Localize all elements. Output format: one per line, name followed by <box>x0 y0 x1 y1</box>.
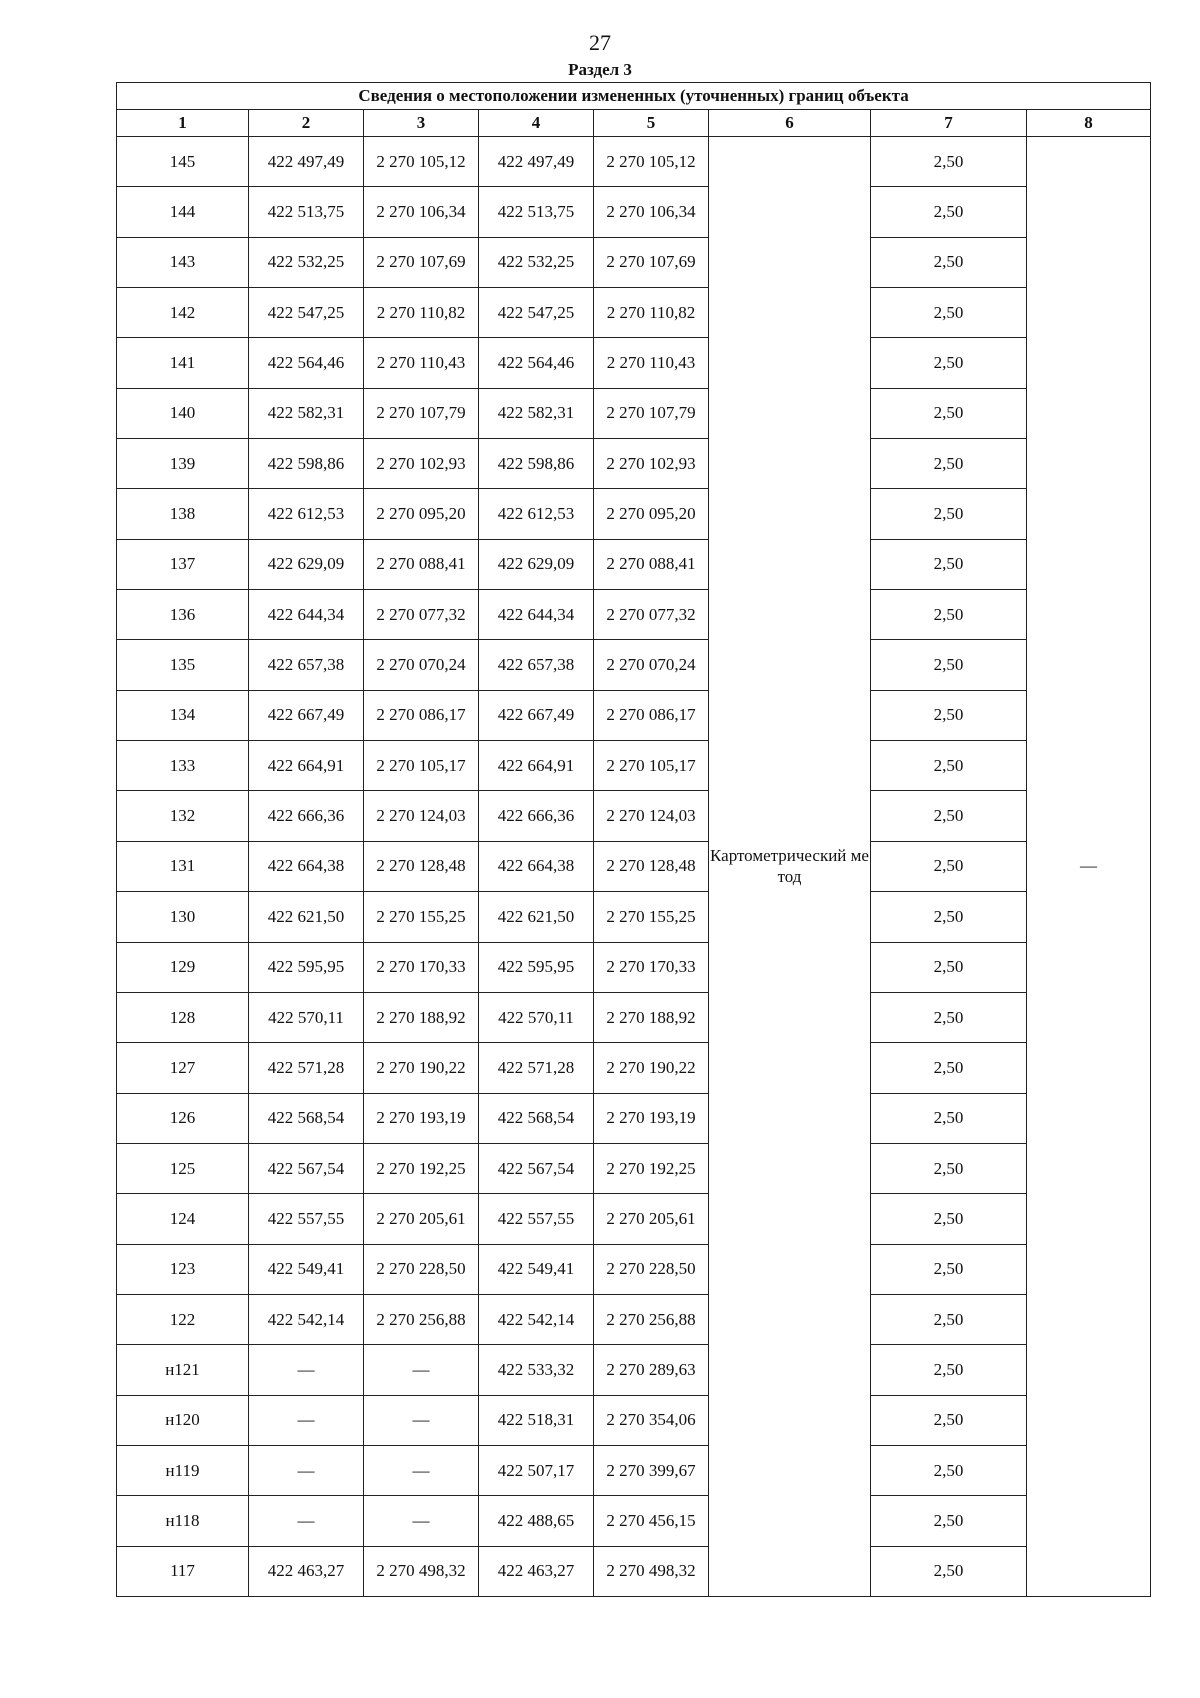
old-x-cell: — <box>249 1345 364 1395</box>
table-row <box>117 741 1151 791</box>
precision-cell: 2,50 <box>871 489 1027 539</box>
table-row <box>117 187 1151 237</box>
new-y-cell: 2 270 205,61 <box>594 1194 709 1244</box>
old-y-cell: — <box>364 1395 479 1445</box>
old-x-cell: 422 463,27 <box>249 1546 364 1596</box>
old-y-cell: 2 270 188,92 <box>364 992 479 1042</box>
precision-cell: 2,50 <box>871 288 1027 338</box>
column-number: 1 <box>117 110 249 137</box>
column-number: 7 <box>871 110 1027 137</box>
new-y-cell: 2 270 105,12 <box>594 137 709 187</box>
point-id-cell: 123 <box>117 1244 249 1294</box>
point-id-cell: н119 <box>117 1445 249 1495</box>
old-y-cell: 2 270 193,19 <box>364 1093 479 1143</box>
old-x-cell: — <box>249 1445 364 1495</box>
boundary-coordinates-table <box>116 82 1151 1597</box>
table-row <box>117 892 1151 942</box>
old-y-cell: 2 270 088,41 <box>364 539 479 589</box>
old-y-cell: 2 270 110,82 <box>364 288 479 338</box>
new-x-cell: 422 549,41 <box>479 1244 594 1294</box>
new-y-cell: 2 270 456,15 <box>594 1496 709 1546</box>
new-y-cell: 2 270 070,24 <box>594 640 709 690</box>
new-y-cell: 2 270 106,34 <box>594 187 709 237</box>
method-cell: Картометрический метод <box>709 137 871 1597</box>
table-row <box>117 1445 1151 1495</box>
table-row <box>117 489 1151 539</box>
new-x-cell: 422 570,11 <box>479 992 594 1042</box>
new-y-cell: 2 270 399,67 <box>594 1445 709 1495</box>
new-x-cell: 422 547,25 <box>479 288 594 338</box>
new-x-cell: 422 621,50 <box>479 892 594 942</box>
old-x-cell: — <box>249 1395 364 1445</box>
table-row <box>117 1143 1151 1193</box>
point-id-cell: 128 <box>117 992 249 1042</box>
old-x-cell: 422 657,38 <box>249 640 364 690</box>
table-row <box>117 590 1151 640</box>
precision-cell: 2,50 <box>871 741 1027 791</box>
point-id-cell: 130 <box>117 892 249 942</box>
section-title: Раздел 3 <box>568 60 632 79</box>
new-x-cell: 422 463,27 <box>479 1546 594 1596</box>
precision-cell: 2,50 <box>871 892 1027 942</box>
table-row <box>117 1294 1151 1344</box>
table-row <box>117 992 1151 1042</box>
old-x-cell: 422 664,91 <box>249 741 364 791</box>
new-x-cell: 422 518,31 <box>479 1395 594 1445</box>
new-y-cell: 2 270 105,17 <box>594 741 709 791</box>
new-y-cell: 2 270 110,43 <box>594 338 709 388</box>
point-id-cell: 142 <box>117 288 249 338</box>
point-id-cell: 135 <box>117 640 249 690</box>
table-row <box>117 288 1151 338</box>
new-y-cell: 2 270 107,79 <box>594 388 709 438</box>
table-row <box>117 1244 1151 1294</box>
old-y-cell: — <box>364 1445 479 1495</box>
precision-cell: 2,50 <box>871 187 1027 237</box>
new-y-cell: 2 270 228,50 <box>594 1244 709 1294</box>
new-y-cell: 2 270 077,32 <box>594 590 709 640</box>
point-id-cell: 131 <box>117 841 249 891</box>
old-y-cell: 2 270 102,93 <box>364 439 479 489</box>
old-x-cell: 422 644,34 <box>249 590 364 640</box>
new-y-cell: 2 270 256,88 <box>594 1294 709 1344</box>
table-row <box>117 1043 1151 1093</box>
precision-cell: 2,50 <box>871 1546 1027 1596</box>
table-row <box>117 1395 1151 1445</box>
precision-cell: 2,50 <box>871 338 1027 388</box>
column-number: 3 <box>364 110 479 137</box>
table-row <box>117 338 1151 388</box>
new-y-cell: 2 270 289,63 <box>594 1345 709 1395</box>
old-x-cell: 422 582,31 <box>249 388 364 438</box>
old-x-cell: 422 598,86 <box>249 439 364 489</box>
new-y-cell: 2 270 086,17 <box>594 690 709 740</box>
column-number: 6 <box>709 110 871 137</box>
old-y-cell: 2 270 095,20 <box>364 489 479 539</box>
table-row <box>117 1546 1151 1596</box>
table-row <box>117 1496 1151 1546</box>
old-x-cell: 422 621,50 <box>249 892 364 942</box>
old-y-cell: 2 270 228,50 <box>364 1244 479 1294</box>
precision-cell: 2,50 <box>871 841 1027 891</box>
column-number: 4 <box>479 110 594 137</box>
old-x-cell: 422 532,25 <box>249 237 364 287</box>
old-y-cell: 2 270 086,17 <box>364 690 479 740</box>
precision-cell: 2,50 <box>871 1345 1027 1395</box>
point-id-cell: 141 <box>117 338 249 388</box>
point-id-cell: 134 <box>117 690 249 740</box>
table-row <box>117 791 1151 841</box>
new-y-cell: 2 270 107,69 <box>594 237 709 287</box>
old-y-cell: — <box>364 1496 479 1546</box>
table-row <box>117 1194 1151 1244</box>
new-x-cell: 422 571,28 <box>479 1043 594 1093</box>
point-id-cell: н120 <box>117 1395 249 1445</box>
old-x-cell: 422 570,11 <box>249 992 364 1042</box>
table-title: Сведения о местоположении измененных (уточненных) границ объекта <box>117 83 1151 110</box>
new-x-cell: 422 557,55 <box>479 1194 594 1244</box>
precision-cell: 2,50 <box>871 1496 1027 1546</box>
new-x-cell: 422 542,14 <box>479 1294 594 1344</box>
point-id-cell: 144 <box>117 187 249 237</box>
new-y-cell: 2 270 088,41 <box>594 539 709 589</box>
old-y-cell: 2 270 155,25 <box>364 892 479 942</box>
old-y-cell: — <box>364 1345 479 1395</box>
old-x-cell: 422 667,49 <box>249 690 364 740</box>
precision-cell: 2,50 <box>871 388 1027 438</box>
column-number: 8 <box>1027 110 1151 137</box>
new-x-cell: 422 564,46 <box>479 338 594 388</box>
new-y-cell: 2 270 128,48 <box>594 841 709 891</box>
new-x-cell: 422 644,34 <box>479 590 594 640</box>
point-id-cell: 143 <box>117 237 249 287</box>
precision-cell: 2,50 <box>871 1445 1027 1495</box>
point-id-cell: 117 <box>117 1546 249 1596</box>
old-x-cell: 422 568,54 <box>249 1093 364 1143</box>
table-row <box>117 942 1151 992</box>
point-id-cell: 126 <box>117 1093 249 1143</box>
new-x-cell: 422 568,54 <box>479 1093 594 1143</box>
point-id-cell: 136 <box>117 590 249 640</box>
new-y-cell: 2 270 498,32 <box>594 1546 709 1596</box>
precision-cell: 2,50 <box>871 590 1027 640</box>
precision-cell: 2,50 <box>871 539 1027 589</box>
new-x-cell: 422 664,91 <box>479 741 594 791</box>
table-row <box>117 439 1151 489</box>
new-y-cell: 2 270 190,22 <box>594 1043 709 1093</box>
new-x-cell: 422 666,36 <box>479 791 594 841</box>
new-x-cell: 422 497,49 <box>479 137 594 187</box>
point-id-cell: н118 <box>117 1496 249 1546</box>
new-x-cell: 422 507,17 <box>479 1445 594 1495</box>
old-y-cell: 2 270 107,69 <box>364 237 479 287</box>
table-row <box>117 388 1151 438</box>
table-row <box>117 237 1151 287</box>
precision-cell: 2,50 <box>871 690 1027 740</box>
table-row <box>117 690 1151 740</box>
precision-cell: 2,50 <box>871 1093 1027 1143</box>
new-x-cell: 422 533,32 <box>479 1345 594 1395</box>
new-y-cell: 2 270 124,03 <box>594 791 709 841</box>
new-x-cell: 422 513,75 <box>479 187 594 237</box>
column8-cell: — <box>1027 137 1151 1597</box>
old-y-cell: 2 270 128,48 <box>364 841 479 891</box>
new-x-cell: 422 598,86 <box>479 439 594 489</box>
new-x-cell: 422 582,31 <box>479 388 594 438</box>
new-x-cell: 422 532,25 <box>479 237 594 287</box>
point-id-cell: 140 <box>117 388 249 438</box>
column-number: 5 <box>594 110 709 137</box>
point-id-cell: 125 <box>117 1143 249 1193</box>
point-id-cell: 124 <box>117 1194 249 1244</box>
old-x-cell: 422 564,46 <box>249 338 364 388</box>
precision-cell: 2,50 <box>871 137 1027 187</box>
old-x-cell: 422 547,25 <box>249 288 364 338</box>
old-y-cell: 2 270 190,22 <box>364 1043 479 1093</box>
old-y-cell: 2 270 256,88 <box>364 1294 479 1344</box>
new-x-cell: 422 567,54 <box>479 1143 594 1193</box>
old-y-cell: 2 270 170,33 <box>364 942 479 992</box>
column-number: 2 <box>249 110 364 137</box>
new-y-cell: 2 270 155,25 <box>594 892 709 942</box>
precision-cell: 2,50 <box>871 942 1027 992</box>
point-id-cell: 137 <box>117 539 249 589</box>
precision-cell: 2,50 <box>871 992 1027 1042</box>
new-y-cell: 2 270 188,92 <box>594 992 709 1042</box>
precision-cell: 2,50 <box>871 1395 1027 1445</box>
new-y-cell: 2 270 170,33 <box>594 942 709 992</box>
table-row <box>117 539 1151 589</box>
old-x-cell: 422 542,14 <box>249 1294 364 1344</box>
precision-cell: 2,50 <box>871 1294 1027 1344</box>
old-x-cell: 422 666,36 <box>249 791 364 841</box>
old-x-cell: 422 629,09 <box>249 539 364 589</box>
precision-cell: 2,50 <box>871 1043 1027 1093</box>
new-x-cell: 422 612,53 <box>479 489 594 539</box>
old-x-cell: 422 513,75 <box>249 187 364 237</box>
old-y-cell: 2 270 105,12 <box>364 137 479 187</box>
new-y-cell: 2 270 110,82 <box>594 288 709 338</box>
new-y-cell: 2 270 192,25 <box>594 1143 709 1193</box>
point-id-cell: 138 <box>117 489 249 539</box>
new-x-cell: 422 629,09 <box>479 539 594 589</box>
table-row <box>117 1345 1151 1395</box>
old-y-cell: 2 270 192,25 <box>364 1143 479 1193</box>
old-y-cell: 2 270 105,17 <box>364 741 479 791</box>
precision-cell: 2,50 <box>871 791 1027 841</box>
new-y-cell: 2 270 354,06 <box>594 1395 709 1445</box>
point-id-cell: н121 <box>117 1345 249 1395</box>
old-y-cell: 2 270 077,32 <box>364 590 479 640</box>
table-row <box>117 841 1151 891</box>
old-y-cell: 2 270 106,34 <box>364 187 479 237</box>
precision-cell: 2,50 <box>871 237 1027 287</box>
old-x-cell: — <box>249 1496 364 1546</box>
new-x-cell: 422 595,95 <box>479 942 594 992</box>
precision-cell: 2,50 <box>871 439 1027 489</box>
old-y-cell: 2 270 070,24 <box>364 640 479 690</box>
precision-cell: 2,50 <box>871 640 1027 690</box>
new-y-cell: 2 270 193,19 <box>594 1093 709 1143</box>
page-number: 27 <box>589 30 611 55</box>
precision-cell: 2,50 <box>871 1194 1027 1244</box>
old-x-cell: 422 497,49 <box>249 137 364 187</box>
old-y-cell: 2 270 110,43 <box>364 338 479 388</box>
new-x-cell: 422 657,38 <box>479 640 594 690</box>
old-y-cell: 2 270 124,03 <box>364 791 479 841</box>
old-x-cell: 422 571,28 <box>249 1043 364 1093</box>
precision-cell: 2,50 <box>871 1244 1027 1294</box>
old-x-cell: 422 595,95 <box>249 942 364 992</box>
old-y-cell: 2 270 498,32 <box>364 1546 479 1596</box>
new-y-cell: 2 270 095,20 <box>594 489 709 539</box>
point-id-cell: 132 <box>117 791 249 841</box>
point-id-cell: 145 <box>117 137 249 187</box>
old-x-cell: 422 612,53 <box>249 489 364 539</box>
point-id-cell: 129 <box>117 942 249 992</box>
table-row <box>117 640 1151 690</box>
point-id-cell: 127 <box>117 1043 249 1093</box>
new-x-cell: 422 488,65 <box>479 1496 594 1546</box>
new-x-cell: 422 664,38 <box>479 841 594 891</box>
point-id-cell: 139 <box>117 439 249 489</box>
old-x-cell: 422 549,41 <box>249 1244 364 1294</box>
new-y-cell: 2 270 102,93 <box>594 439 709 489</box>
column-number-row <box>117 110 1151 137</box>
precision-cell: 2,50 <box>871 1143 1027 1193</box>
old-x-cell: 422 567,54 <box>249 1143 364 1193</box>
old-y-cell: 2 270 107,79 <box>364 388 479 438</box>
table-row <box>117 137 1151 187</box>
table-row <box>117 1093 1151 1143</box>
old-y-cell: 2 270 205,61 <box>364 1194 479 1244</box>
old-x-cell: 422 664,38 <box>249 841 364 891</box>
old-x-cell: 422 557,55 <box>249 1194 364 1244</box>
new-x-cell: 422 667,49 <box>479 690 594 740</box>
point-id-cell: 122 <box>117 1294 249 1344</box>
point-id-cell: 133 <box>117 741 249 791</box>
